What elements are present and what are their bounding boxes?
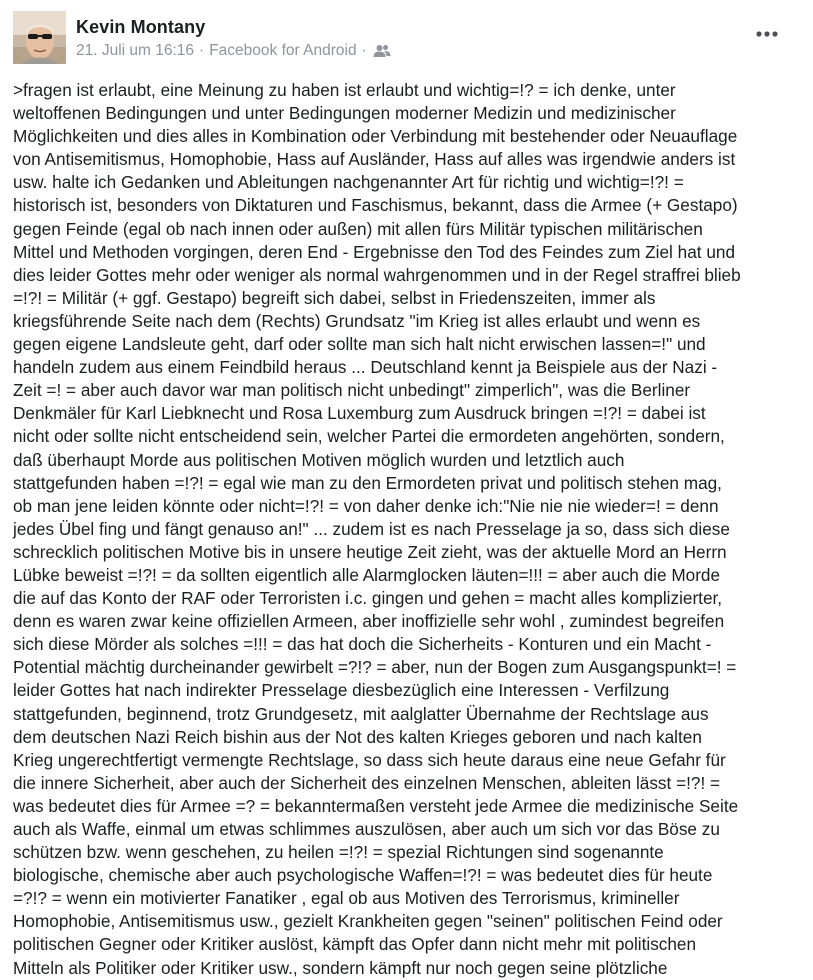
- post-body-line: biologische, chemische aber auch psychologische Waffen=!?! = was bedeutet dies für heute: [13, 865, 713, 886]
- post-body-line: =!?! = Militär (+ ggf. Gestapo) begreift sich dabei, selbst in Friedenszeiten, immer als: [13, 287, 656, 308]
- meta-separator: ·: [199, 42, 205, 59]
- post-body-line: Denkmäler für Karl Liebknecht und Rosa Luxemburg zum Ausdruck bringen =!?! = dabei ist: [13, 403, 706, 424]
- post-body-line: die innere Sicherheit, aber auch der Sicherheit des einzelnen Menschen, ableiten lässt =!?! =: [13, 772, 721, 793]
- meta-separator-2: ·: [361, 42, 367, 59]
- post-body-line: politischen Gegner oder Kritiker auslöst, kämpft das Opfer dann nicht mehr mit politischen: [13, 934, 697, 955]
- post-body: [13, 79, 813, 980]
- post-body-line: handeln zudem aus einem Feindbild heraus ... Deutschland kennt ja Beispiele aus der Nazi -: [13, 357, 718, 378]
- post-body-line: weltoffenen Bedingungen und unter Bedingungen moderner Medizin und medizinischer: [13, 103, 676, 124]
- post-body-line: =?!? = wenn ein motivierter Fanatiker , egal ob aus Motiven des Terrorismus, krimineller: [13, 888, 680, 909]
- post-body-line: ob man jene leiden könnte oder nicht=!?! = von daher denke ich:"Nie nie nie wieder=! = denn: [13, 495, 719, 516]
- post-body-line: von Antisemitismus, Homophobie, Hass auf Ausländer, Hass auf alles was irgendwie anders ist: [13, 149, 736, 170]
- post-body-line: dies leider Gottes mehr oder weniger als normal wahrgenommen und in der Regel straffrei blieb: [13, 264, 741, 285]
- post-body-line: auch als Waffe, einmal um etwas schlimmes auszulösen, aber auch um sich vor das Böse zu: [13, 819, 720, 839]
- post-body-line: Mittel und Methoden vorgingen, deren End - Ergebnisse den Tod des Feindes zum Ziel hat und: [13, 241, 735, 262]
- avatar-image: [13, 11, 66, 64]
- post-body-line: usw. halte ich Gedanken und Ableitungen nachgenannter Art für richtig und wichtig=!?! =: [13, 172, 684, 193]
- post-body-line: Möglichkeiten und dies alles in Kombination oder Verbindung mit bestehender oder Neuauflage: [13, 126, 738, 147]
- post-body-line: jedes Übel fing und fängt genauso an!" ... zudem ist es nach Presselage ja so, dass sich diese: [13, 518, 730, 539]
- post-body-line: Mitteln als Politiker oder Kritiker usw., sondern kämpft nur noch gegen seine plötzliche: [13, 957, 668, 978]
- post-body-line: schrecklich politischen Motive bis in unsere heutige Zeit zieht, was der aktuelle Mord an Herrn: [13, 541, 727, 562]
- post-body-line: Potential mächtig durcheinander gewirbelt =?!? = aber, nun der Bogen zum Ausgangspunkt=! =: [13, 657, 737, 678]
- post-body-line: stattgefunden, beginnend, trotz Grundgesetz, mit aalglatter Übernahme der Rechtslage aus: [13, 703, 709, 724]
- post-body-line: denn es waren zwar keine offiziellen Armeen, aber inoffizielle sehr wohl , zumindest begreifen: [13, 611, 725, 632]
- post-body-line: nicht oder sollte nicht entscheidend sein, welcher Partei die ermordeten angehörten, sondern,: [13, 426, 725, 447]
- post-body-line: historisch ist, besonders von Diktaturen und Faschismus, bekannt, dass die Armee (+ Gestapo): [13, 195, 738, 216]
- friends-icon[interactable]: [373, 44, 391, 58]
- post-body-line: leider Gottes hat nach indirekter Presselage diesbezüglich eine Interessen - Verfilzung: [13, 680, 670, 701]
- post-body-line: stattgefunden haben =!?! = egal wie man zu den Ermordeten privat und politisch stehen mag,: [13, 472, 722, 493]
- post-body-line: sich diese Mörder als solches =!!! = das hat doch die Sicherheits - Konturen und ein Macht -: [13, 634, 712, 655]
- post-body-line: Homophobie, Antisemitismus usw., gezielt Krankheiten gegen "seinen" politischen Feind oder: [13, 911, 723, 932]
- author-name[interactable]: Kevin Montany: [76, 17, 206, 37]
- post-client: Facebook for Android: [209, 42, 357, 59]
- post-meta: [76, 42, 391, 60]
- post-body-line: die auf das Konto der RAF oder Terroristen i.c. gingen und gehen = macht alles komplizierter,: [13, 588, 723, 609]
- more-options-icon[interactable]: [755, 26, 781, 42]
- post-body-line: Zeit =! = aber auch davor war man politisch nicht unbedingt" zimperlich", was die Berliner: [13, 380, 691, 401]
- post-body-line: gegen Feinde (egal ob nach innen oder außen) mit allen fürs Militär typischen militärischen: [13, 218, 703, 239]
- post-body-line: dem deutschen Nazi Reich bishin aus der Not des kalten Krieges geboren und nach kalten: [13, 726, 702, 747]
- post-body-line: kriegsführende Seite nach dem (Rechts) Grundsatz "im Krieg ist alles erlaubt und wenn es: [13, 310, 701, 331]
- post-body-line: schützen bzw. wenn geschehen, zu heilen =!?! = spezial Richtungen sind sogenannte: [13, 842, 664, 863]
- post-body-line: >fragen ist erlaubt, eine Meinung zu haben ist erlaubt und wichtig=!? = ich denke, unter: [13, 80, 676, 100]
- post-date[interactable]: 21. Juli um 16:16: [76, 42, 195, 59]
- post-body-line: Krieg ungerechtfertigt vermengte Rechtslage, so dass sich heute daraus eine neue Gefahr für: [13, 749, 726, 770]
- post-body-line: gegen eigene Landsleute geht, darf oder sollte man sich halt nicht erwischen lassen=!" und: [13, 334, 706, 355]
- post-body-line: was bedeutet dies für Armee =? = bekanntermaßen versteht jede Armee die medizinische Seite: [13, 795, 739, 816]
- post-body-line: daß überhaupt Morde aus politischen Motiven möglich wurden und letztlich auch: [13, 449, 625, 470]
- post-body-line: Lübke beweist =!?! = da sollten eigentlich alle Alarmglocken läuten=!!! = aber auch die Morde: [13, 564, 721, 585]
- avatar[interactable]: [13, 11, 66, 64]
